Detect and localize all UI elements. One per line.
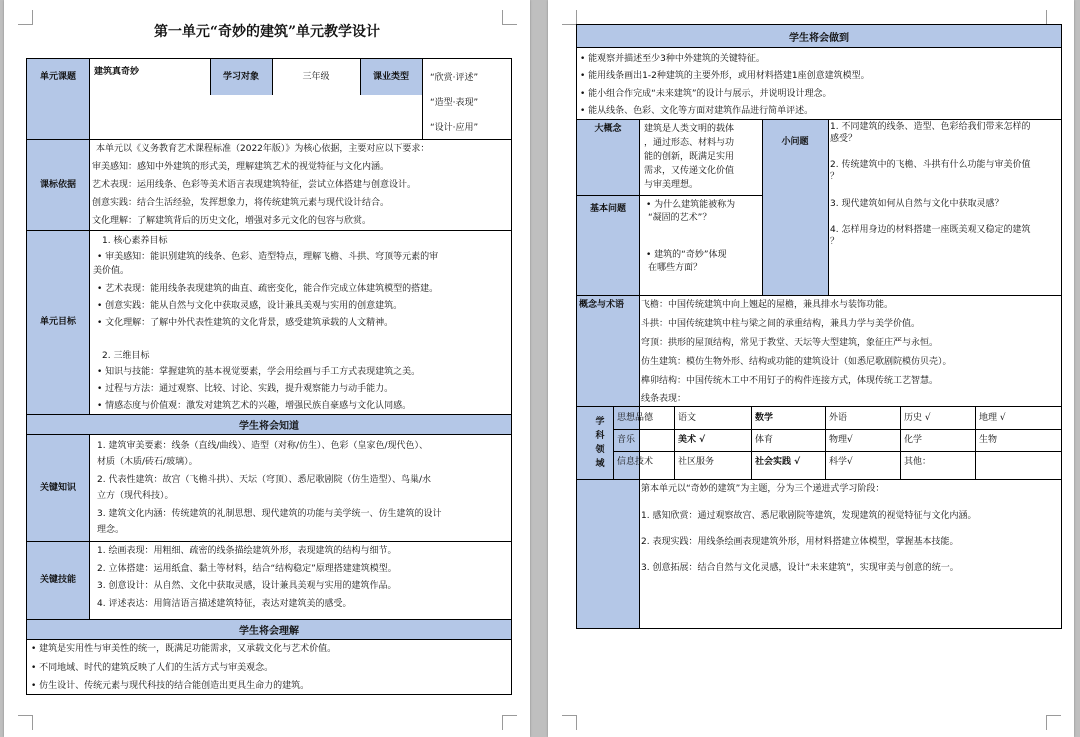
crop-mark bbox=[562, 10, 577, 25]
section-bar-do: 学生将会做到 bbox=[576, 24, 1062, 48]
ability-item: • 能观察并描述至少3种中外建筑的关键特征。 bbox=[580, 54, 765, 64]
goals-line: 1. 核心素养目标 bbox=[102, 236, 168, 246]
subject-cell: 化学 bbox=[904, 435, 923, 445]
skills-line: 1. 绘画表现：用粗细、疏密的线条描绘建筑外形，表现建筑的结构与细节。 bbox=[97, 546, 397, 556]
subject-cell: 历史 √ bbox=[904, 413, 931, 423]
small-question-label: 小问题 bbox=[781, 136, 809, 147]
knowledge-line: 1. 建筑审美要素：线条（直线/曲线）、造型（对称/仿生）、色彩（皇家色/现代色）、 bbox=[97, 441, 429, 451]
subject-cell: 数学 bbox=[755, 413, 774, 423]
standards-line: 本单元以《义务教育艺术课程标准（2022年版）》为核心依据，主要对应以下要求： bbox=[96, 144, 430, 154]
goals-line: • 过程与方法：通过观察、比较、讨论、实践，提升观察能力与动手能力。 bbox=[97, 384, 394, 394]
type-item: “造型·表现” bbox=[430, 98, 479, 108]
lesson-value: 建筑真奇妙 bbox=[94, 67, 140, 77]
terms-label: 概念与术语 bbox=[579, 300, 625, 310]
small-question-line: 1. 不同建筑的线条、造型、色彩给我们带来怎样的 bbox=[830, 122, 1031, 132]
subject-cell: 音乐 bbox=[617, 435, 636, 445]
standards-line: 文化理解：了解建筑背后的历史文化，增强对多元文化的包容与欣赏。 bbox=[92, 216, 372, 226]
subject-cell: 社会实践 √ bbox=[755, 457, 801, 467]
page-title: 第一单元“奇妙的建筑”单元教学设计 bbox=[153, 24, 381, 40]
subject-cell: 社区服务 bbox=[678, 457, 715, 467]
small-question-line: ？ bbox=[830, 172, 840, 182]
subject-label: 学科领域 bbox=[595, 417, 605, 469]
skills-line: 2. 立体搭建：运用纸盒、黏土等材料，结合“结构稳定”原理搭建建筑模型。 bbox=[97, 564, 397, 574]
knowledge-line: 立方（现代科技）。 bbox=[97, 491, 174, 501]
subject-cell: 美术 √ bbox=[678, 435, 706, 445]
skills-line: 4. 评述表达：用简洁语言描述建筑特征，表达对建筑美的感受。 bbox=[97, 599, 352, 609]
ability-item: • 能用线条画出1-2种建筑的主要外形，或用材料搭建1座创意建筑模型。 bbox=[580, 71, 870, 81]
term-item: 飞檐：中国传统建筑中向上翘起的屋檐，兼具排水与装饰功能。 bbox=[641, 300, 894, 310]
subject-cell: 外语 bbox=[829, 413, 848, 423]
term-item: 榫卯结构：中国传统木工中不用钉子的构件连接方式，体现传统工艺智慧。 bbox=[641, 376, 939, 386]
document-page-1 bbox=[4, 0, 530, 737]
type-item: “欣赏·评述” bbox=[430, 73, 479, 83]
big-concept-line: 与审美理想。 bbox=[644, 180, 699, 190]
understanding-item: • 不同地域、时代的建筑反映了人们的生活方式与审美观念。 bbox=[31, 663, 274, 673]
subject-cell: 体育 bbox=[755, 435, 774, 445]
crop-mark bbox=[1046, 715, 1061, 730]
stage-line: 第本单元以“奇妙的建筑”为主题，分为三个递进式学习阶段： bbox=[641, 484, 885, 494]
term-item: 穹顶：拱形的屋顶结构，常见于教堂、天坛等大型建筑，象征庄严与永恒。 bbox=[641, 338, 939, 348]
standards-line: 创意实践：结合生活经验，发挥想象力，将传统建筑元素与现代设计结合。 bbox=[92, 198, 390, 208]
type-label: 课业类型 bbox=[372, 71, 409, 82]
goals-line: • 审美感知：能识别建筑的线条、色彩、造型特点，理解飞檐、斗拱、穹顶等元素的审 bbox=[97, 252, 439, 262]
skills-line: 3. 创意设计：从自然、文化中获取灵感，设计兼具美观与实用的建筑作品。 bbox=[97, 581, 397, 591]
subject-cell: 物理√ bbox=[829, 435, 853, 445]
understanding-item: • 仿生设计、传统元素与现代科技的结合能创造出更具生命力的建筑。 bbox=[31, 681, 310, 691]
crop-mark bbox=[18, 715, 33, 730]
understanding-item: • 建筑是实用性与审美性的统一，既满足功能需求，又承载文化与艺术价值。 bbox=[31, 644, 337, 654]
small-question-line: 3. 现代建筑如何从自然与文化中获取灵感？ bbox=[830, 199, 1004, 209]
subject-cell: 科学√ bbox=[829, 457, 853, 467]
goals-line: • 文化理解：了解中外代表性建筑的文化背景，感受建筑承载的人文精神。 bbox=[97, 318, 394, 328]
goals-line: • 情感态度与价值观：激发对建筑艺术的兴趣，增强民族自豪感与文化认同感。 bbox=[97, 401, 412, 411]
audience-label: 学习对象 bbox=[222, 71, 259, 82]
standards-line: 艺术表现：运用线条、色彩等美术语言表现建筑特征，尝试立体搭建与创意设计。 bbox=[92, 180, 417, 190]
knowledge-line: 3. 建筑文化内涵：传统建筑的礼制思想、现代建筑的功能与美学统一、仿生建筑的设计 bbox=[97, 509, 442, 519]
knowledge-label: 关键知识 bbox=[39, 482, 76, 493]
lesson-label: 单元课题 bbox=[39, 71, 76, 82]
section-bar-know: 学生将会知道 bbox=[26, 414, 512, 435]
small-question-line: 2. 传统建筑中的飞檐、斗拱有什么功能与审美价值 bbox=[830, 160, 1031, 170]
standards-line: 审美感知：感知中外建筑的形式美，理解建筑艺术的视觉特征与文化内涵。 bbox=[92, 162, 390, 172]
term-item: 仿生建筑：模仿生物外形、结构或功能的建筑设计（如悉尼歌剧院模仿贝壳）。 bbox=[641, 357, 952, 367]
small-question-line: 4. 怎样用身边的材料搭建一座既美观又稳定的建筑 bbox=[830, 225, 1031, 235]
term-item: 斗拱：中国传统建筑中柱与梁之间的承重结构，兼具力学与美学价值。 bbox=[641, 319, 921, 329]
basic-question-label: 基本问题 bbox=[589, 203, 626, 214]
crop-mark bbox=[502, 715, 517, 730]
goals-line: • 创意实践：能从自然与文化中获取灵感，设计兼具美观与实用的创意建筑。 bbox=[97, 301, 403, 311]
stage-line: 2. 表现实践：用线条绘画表现建筑外形，用材料搭建立体模型，掌握基本技能。 bbox=[641, 537, 959, 547]
audience-value: 三年级 bbox=[302, 71, 330, 82]
basic-question-line: • 为什么建筑能被称为 bbox=[646, 200, 736, 210]
subject-cell: 其他： bbox=[904, 457, 932, 467]
skills-label: 关键技能 bbox=[39, 575, 76, 585]
small-question-line: ？ bbox=[830, 237, 840, 247]
subject-cell: 语文 bbox=[678, 413, 697, 423]
term-item: 线条表现： bbox=[641, 394, 687, 404]
basic-question-line: • 建筑的“奇妙”体现 bbox=[646, 250, 727, 260]
big-concept-line: 建筑是人类文明的载体 bbox=[644, 124, 735, 134]
subject-cell: 信息技术 bbox=[617, 457, 654, 467]
standards-label: 课标依据 bbox=[39, 179, 76, 190]
big-concept-line: ，通过形态、材料与功 bbox=[644, 138, 735, 148]
ability-item: • 能从线条、色彩、文化等方面对建筑作品进行简单评述。 bbox=[580, 106, 814, 116]
goals-line: • 知识与技能：掌握建筑的基本视觉要素，学会用绘画与手工方式表现建筑之美。 bbox=[97, 367, 421, 377]
basic-question-line: 在哪些方面？ bbox=[648, 263, 703, 273]
subject-cell: 思想品德 bbox=[617, 413, 654, 423]
knowledge-line: 材质（木质/砖石/玻璃）。 bbox=[97, 457, 198, 467]
ability-item: • 能小组合作完成“未来建筑”的设计与展示，并说明设计理念。 bbox=[580, 89, 832, 99]
big-concept-line: 能的创新，既满足实用 bbox=[644, 152, 735, 162]
section-bar-understand: 学生将会理解 bbox=[26, 619, 512, 640]
type-item: “设计·应用” bbox=[430, 123, 479, 133]
crop-mark bbox=[1046, 10, 1061, 25]
knowledge-line: 2. 代表性建筑：故宫（飞檐斗拱）、天坛（穹顶）、悉尼歌剧院（仿生造型）、鸟巢/水 bbox=[97, 475, 431, 485]
big-concept-line: 需求，又传递文化价值 bbox=[644, 166, 735, 176]
goals-label: 单元目标 bbox=[39, 317, 76, 327]
stage-line: 1. 感知欣赏：通过观察故宫、悉尼歌剧院等建筑，发现建筑的视觉特征与文化内涵。 bbox=[641, 511, 977, 521]
subject-cell: 生物 bbox=[979, 435, 998, 445]
knowledge-line: 理念。 bbox=[97, 525, 125, 535]
basic-question-line: “凝固的艺术”？ bbox=[648, 213, 712, 223]
big-concept-label: 大概念 bbox=[594, 123, 622, 134]
document-page-2 bbox=[548, 0, 1074, 737]
stage-line: 3. 创意拓展：结合自然与文化灵感，设计“未来建筑”，实现审美与创意的统一。 bbox=[641, 563, 959, 573]
goals-line: 2. 三维目标 bbox=[102, 351, 150, 361]
crop-mark bbox=[562, 715, 577, 730]
subject-cell: 地理 √ bbox=[979, 413, 1006, 423]
goals-line: 美价值。 bbox=[93, 266, 130, 276]
small-question-line: 感受？ bbox=[830, 134, 858, 144]
goals-line: • 艺术表现：能用线条表现建筑的曲直、疏密变化，能合作完成立体建筑模型的搭建。 bbox=[97, 284, 439, 294]
